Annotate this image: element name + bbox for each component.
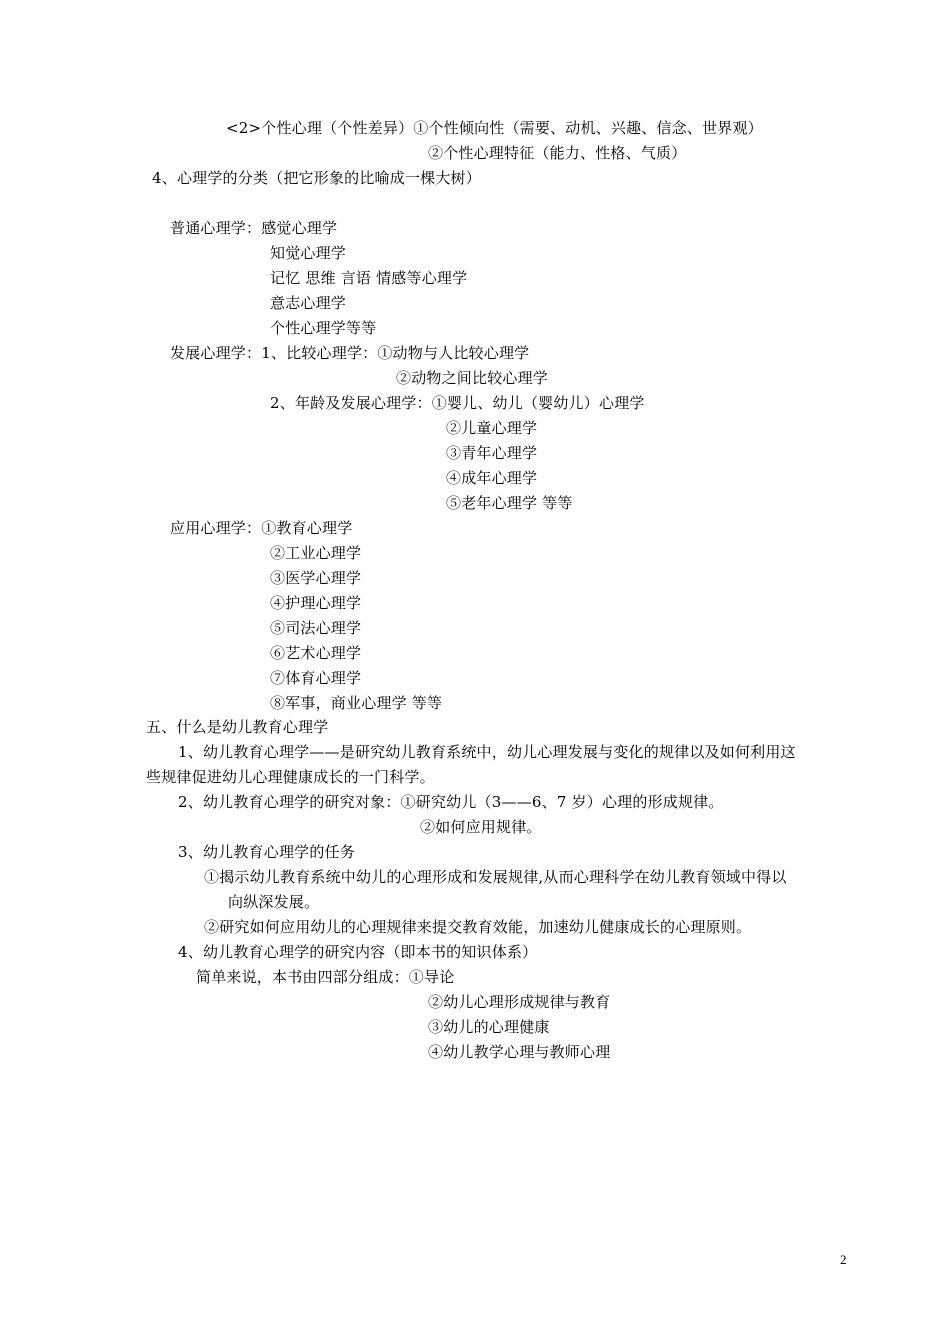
definition-line-2: 些规律促进幼儿心理健康成长的一门科学。 xyxy=(146,768,435,786)
content-item: ③幼儿的心理健康 xyxy=(428,1018,550,1036)
applied-item: ⑤司法心理学 xyxy=(270,619,362,637)
applied-item: ⑦体育心理学 xyxy=(270,669,362,687)
personality-line-2: ②个性心理特征（能力、性格、气质） xyxy=(428,144,687,162)
task-1: ①揭示幼儿教育系统中幼儿的心理形成和发展规律,从而心理科学在幼儿教育领域中得以 xyxy=(204,868,787,886)
tasks-heading: 3、幼儿教育心理学的任务 xyxy=(178,843,355,861)
content-intro: 简单来说，本书由四部分组成：①导论 xyxy=(196,968,455,986)
applied-item: ⑧军事，商业心理学 等等 xyxy=(270,694,443,712)
content-item: ②幼儿心理形成规律与教育 xyxy=(428,993,611,1011)
applied-item: ⑥艺术心理学 xyxy=(270,644,362,662)
page-number: 2 xyxy=(840,1252,847,1267)
classification-heading: 4、心理学的分类（把它形象的比喻成一棵大树） xyxy=(152,169,481,187)
task-1-continued: 向纵深发展。 xyxy=(228,893,320,911)
comparative-item: ②动物之间比较心理学 xyxy=(396,369,549,387)
general-item: 记忆 思维 言语 情感等心理学 xyxy=(270,269,468,287)
age-item: ⑤老年心理学 等等 xyxy=(446,494,573,512)
content-heading: 4、幼儿教育心理学的研究内容（即本书的知识体系） xyxy=(178,943,538,961)
task-2: ②研究如何应用幼儿的心理规律来提交教育效能，加速幼儿健康成长的心理原则。 xyxy=(204,918,752,936)
content-item: ④幼儿教学心理与教师心理 xyxy=(428,1043,611,1061)
personality-line-1: <2>个性心理（个性差异）①个性倾向性（需要、动机、兴趣、信念、世界观） xyxy=(226,119,763,137)
applied-item: ④护理心理学 xyxy=(270,594,362,612)
research-object-2: ②如何应用规律。 xyxy=(420,818,542,836)
age-item: ②儿童心理学 xyxy=(446,419,538,437)
applied-item: ③医学心理学 xyxy=(270,569,362,587)
research-object: 2、幼儿教育心理学的研究对象：①研究幼儿（3——6、7 岁）心理的形成规律。 xyxy=(178,793,724,811)
general-item: 个性心理学等等 xyxy=(270,319,377,337)
developmental-psychology-label: 发展心理学：1、比较心理学：①动物与人比较心理学 xyxy=(170,344,530,362)
age-item: ④成年心理学 xyxy=(446,469,538,487)
age-development-label: 2、年龄及发展心理学：①婴儿、幼儿（婴幼儿）心理学 xyxy=(270,394,645,412)
general-item: 知觉心理学 xyxy=(270,244,347,262)
general-psychology-label: 普通心理学：感觉心理学 xyxy=(170,219,338,237)
section5-heading: 五、什么是幼儿教育心理学 xyxy=(146,718,329,736)
age-item: ③青年心理学 xyxy=(446,444,538,462)
applied-item: ②工业心理学 xyxy=(270,544,362,562)
general-item: 意志心理学 xyxy=(270,294,347,312)
definition-line-1: 1、幼儿教育心理学——是研究幼儿教育系统中，幼儿心理发展与变化的规律以及如何利用这 xyxy=(178,743,796,761)
applied-psychology-label: 应用心理学：①教育心理学 xyxy=(170,519,353,537)
